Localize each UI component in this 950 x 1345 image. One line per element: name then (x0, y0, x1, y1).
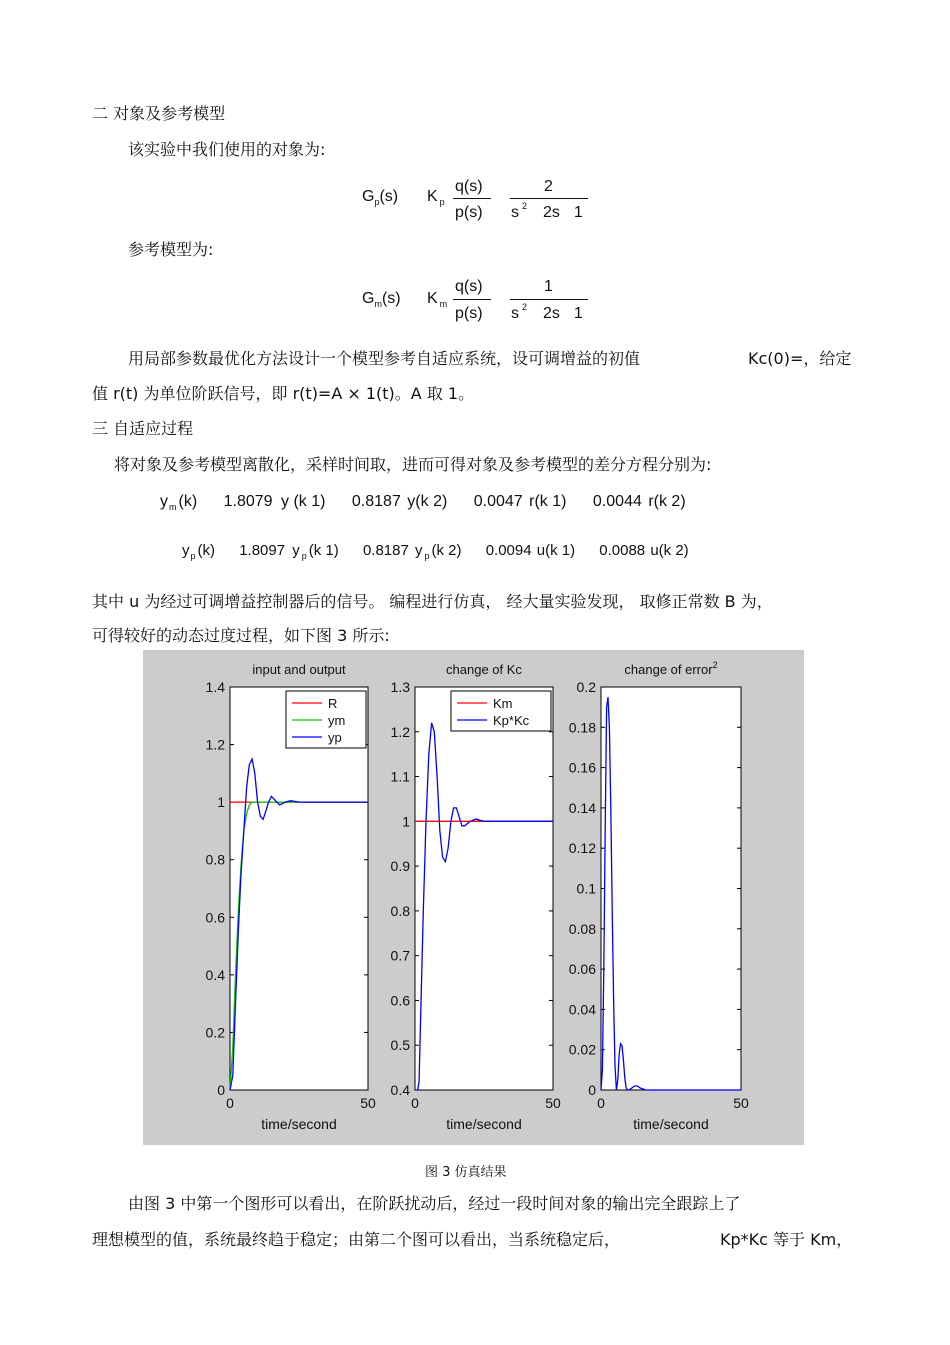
y-tick-label: 1.1 (390, 768, 410, 785)
diff-intro: 将对象及参考模型离散化，采样时间取，进而可得对象及参考模型的差分方程分别为: (114, 455, 712, 474)
eq-lhs-arg: (s) (381, 290, 401, 307)
legend-label: Km (493, 696, 513, 711)
term-2-sub: p (424, 551, 430, 561)
y-tick-label: 1 (217, 794, 225, 811)
term-2-arg: (k 2) (431, 542, 462, 559)
gain-symbol: K (427, 188, 438, 205)
term-1-arg: (k 1) (308, 542, 339, 559)
x-tick-label: 0 (226, 1095, 234, 1111)
y-tick-label: 0.1 (576, 880, 596, 897)
y-tick-label: 0.8 (390, 902, 410, 919)
model-frac-num: q(s) (455, 278, 483, 295)
eq-lhs-sub: m (374, 299, 382, 309)
x-tick-label: 0 (411, 1095, 419, 1111)
y-tick-label: 0.18 (568, 719, 596, 736)
y-tick-label: 0 (217, 1082, 225, 1098)
figure-caption: 图 3 仿真结果 (425, 1165, 507, 1180)
x-axis-label: time/second (446, 1116, 522, 1132)
subplot-1 (206, 662, 376, 1132)
den-sup: 2 (522, 302, 528, 312)
model-label: 参考模型为: (128, 240, 214, 259)
para3-line2-b: Kp*Kc 等于 Km， (720, 1230, 853, 1249)
gain-sub: p (439, 197, 445, 207)
den-s: s (511, 204, 519, 221)
coef-4: 0.0044 (592, 493, 642, 510)
plot-area (601, 687, 741, 1090)
term-2: y(k 2) (407, 493, 448, 510)
plot-title: change of Kc (446, 662, 522, 677)
eq-lhs: G (362, 188, 375, 205)
para3-line1: 由图 3 中第一个图形可以看出，在阶跃扰动后，经过一段时间对象的输出完全跟踪上了 (128, 1194, 741, 1213)
eq-lhs-sub: m (169, 502, 177, 512)
y-tick-label: 0.5 (390, 1037, 410, 1054)
y-tick-label: 1.2 (390, 723, 410, 740)
den-a: 2s (543, 204, 560, 221)
x-axis-label: time/second (633, 1116, 709, 1132)
eq-lhs-arg: (k) (178, 493, 198, 510)
coef-4: 0.0088 (599, 542, 646, 559)
den-s: s (511, 305, 519, 322)
eq-lhs-sub: p (190, 551, 196, 561)
model-gain (427, 290, 447, 308)
y-tick-label: 1.4 (205, 679, 225, 695)
y-tick-label: 0.2 (205, 1024, 225, 1041)
section-heading-3: 三 自适应过程 (92, 419, 194, 438)
diff-eq-model (160, 493, 686, 511)
subplot-2 (391, 662, 561, 1132)
plant-frac2-num: 2 (544, 178, 553, 195)
y-tick-label: 0.04 (568, 1001, 596, 1018)
plant-frac2-den (511, 201, 583, 222)
term-3: u(k 1) (536, 542, 576, 559)
y-tick-label: 0.4 (205, 966, 225, 983)
legend-label: Kp*Kc (493, 713, 530, 728)
y-tick-label: 1.3 (390, 679, 410, 695)
coef-3: 0.0047 (473, 493, 523, 510)
term-2-var: y (415, 542, 423, 559)
para1-line2: 值 r(t) 为单位阶跃信号，即 r(t)=A × 1(t)。A 取 1。 (92, 384, 475, 403)
coef-2: 0.8187 (362, 542, 409, 559)
y-tick-label: 0.7 (390, 947, 410, 964)
eq-lhs-arg: (k) (197, 542, 216, 559)
coef-1: 1.8079 (223, 493, 273, 510)
y-tick-label: 0.6 (390, 992, 410, 1009)
y-tick-label: 0 (588, 1082, 596, 1098)
coef-2: 0.8187 (351, 493, 401, 510)
model-frac2-num: 1 (544, 278, 553, 295)
x-tick-label: 50 (360, 1095, 376, 1111)
diff-eq-plant (182, 542, 689, 559)
term-4: u(k 2) (650, 542, 689, 559)
y-tick-label: 0.2 (576, 679, 596, 695)
legend-label: yp (328, 730, 342, 745)
y-tick-label: 0.08 (568, 920, 596, 937)
y-tick-label: 0.06 (568, 961, 596, 978)
den-a: 2s (543, 305, 560, 322)
plot-title: input and output (252, 662, 346, 677)
y-tick-label: 0.12 (568, 840, 596, 857)
y-tick-label: 1 (402, 813, 410, 830)
eq-lhs: G (362, 290, 375, 307)
y-tick-label: 0.4 (390, 1082, 410, 1098)
y-tick-label: 0.9 (390, 858, 410, 875)
model-frac2-bar (510, 299, 588, 300)
y-tick-label: 1.2 (205, 736, 225, 753)
para1-line1-b: Kc(0)=，给定 (748, 349, 852, 368)
den-sup: 2 (522, 201, 528, 211)
den-b: 1 (573, 305, 583, 322)
plant-frac-den: p(s) (455, 204, 483, 221)
coef-3: 0.0094 (485, 542, 532, 559)
y-tick-label: 0.8 (205, 851, 225, 868)
legend-label: R (328, 696, 338, 711)
coef-1: 1.8097 (239, 542, 286, 559)
model-frac-den: p(s) (455, 305, 483, 322)
plant-frac-num: q(s) (455, 178, 483, 195)
gain-symbol: K (427, 290, 438, 307)
eq-lhs: y (182, 542, 190, 559)
plant-frac2-bar (510, 198, 588, 199)
plant-frac-bar (453, 198, 491, 199)
model-frac2-den (511, 302, 583, 323)
subplot-3 (569, 660, 749, 1132)
model-equation (362, 290, 401, 308)
para1-line1-a: 用局部参数最优化方法设计一个模型参考自适应系统，设可调增益的初值 (128, 349, 641, 368)
para3-line2-a: 理想模型的值，系统最终趋于稳定；由第二个图可以看出，当系统稳定后， (92, 1230, 621, 1249)
para2-line1: 其中 u 为经过可调增益控制器后的信号。 编程进行仿真， 经大量实验发现， 取修正常数 B 为， (92, 592, 773, 611)
y-tick-label: 0.02 (568, 1041, 596, 1058)
term-1-sub: p (301, 551, 307, 561)
x-tick-label: 50 (545, 1095, 561, 1111)
term-4: r(k 2) (648, 493, 686, 510)
term-1-var: y (292, 542, 300, 559)
term-3: r(k 1) (529, 493, 567, 510)
section-heading-2: 二 对象及参考模型 (92, 104, 226, 123)
x-tick-label: 50 (733, 1095, 749, 1111)
y-tick-label: 0.6 (205, 909, 225, 926)
plant-intro: 该实验中我们使用的对象为: (128, 140, 326, 159)
para2-line2: 可得较好的动态过度过程，如下图 3 所示: (92, 626, 390, 645)
plant-gain (427, 188, 445, 206)
x-tick-label: 0 (597, 1095, 605, 1111)
x-axis-label: time/second (261, 1116, 337, 1132)
y-tick-label: 0.16 (568, 759, 596, 776)
eq-lhs: y (160, 493, 168, 510)
term-1: y (k 1) (281, 493, 326, 510)
title-superscript: 2 (712, 660, 718, 670)
gain-sub: m (439, 299, 448, 309)
y-tick-label: 0.14 (568, 799, 596, 816)
legend-label: ym (328, 713, 346, 728)
eq-lhs-arg: (s) (379, 188, 399, 205)
simulation-figure (143, 650, 804, 1145)
plot-title: change of error$^2$ (624, 660, 718, 677)
figure-canvas (143, 650, 804, 1145)
eq-lhs-sub: p (374, 197, 380, 207)
model-frac-bar (453, 299, 491, 300)
den-b: 1 (573, 204, 583, 221)
plant-equation (362, 188, 398, 206)
